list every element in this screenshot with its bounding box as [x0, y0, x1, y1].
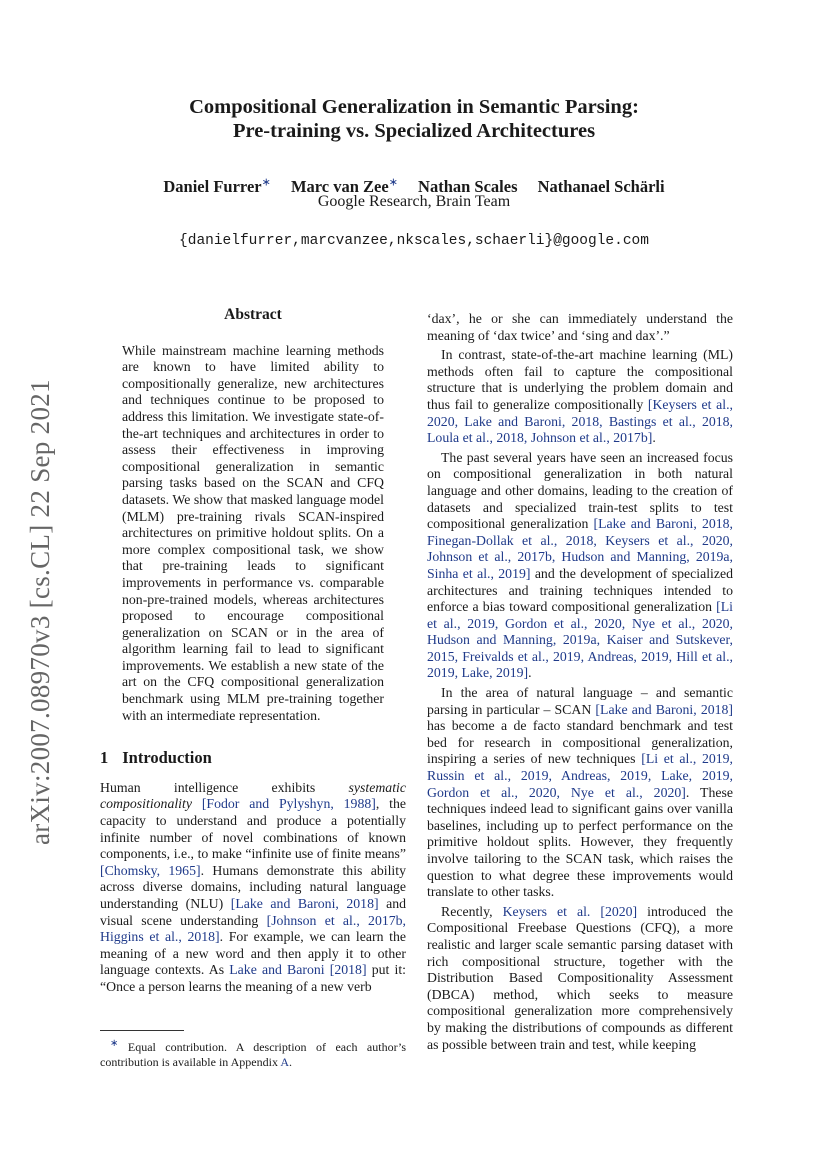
author-emails: {danielfurrer,marcvanzee,nkscales,schaerli}@google.com: [179, 233, 649, 249]
author: Daniel Furrer∗: [163, 176, 271, 196]
title-line-2: Pre-training vs. Specialized Architectures: [232, 120, 596, 142]
section-number: 1: [100, 748, 109, 768]
citation-link[interactable]: [2018]: [329, 962, 367, 978]
abstract-body: While mainstream machine learning methods are known to have limited ability to compositionally generalize, new architectures and techniques continue to be proposed to address this limitation. We investigate state-of-the-art techniques and architectures in order to assess their effectiveness in improving compositional generalization in semantic parsing tasks based on the SCAN and CFQ datasets. We show that masked language model (MLM) pre-training rivals SCAN-inspired architectures on primitive holdout splits. On a more complex compositional task, we show that pre-training leads to significant improvements in performance vs. comparable non-pre-trained models, whereas architectures proposed to encourage compositional generalization on SCAN or in the area of algorithm learning fail to lead to significant improvements. We establish a new state of the art on the CFQ compositional generalization benchmark using MLM pre-training together with an intermediate representation.: [122, 342, 384, 723]
citation-link[interactable]: [Fodor and Pylyshyn, 1988]: [201, 796, 376, 812]
citation-link[interactable]: [Chomsky, 1965]: [100, 862, 201, 878]
citation-link[interactable]: [2020]: [600, 903, 638, 919]
equal-contribution-mark[interactable]: ∗: [388, 176, 398, 188]
abstract-heading: Abstract: [224, 306, 282, 323]
section-heading-introduction: [100, 750, 406, 767]
citation-link[interactable]: [Keysers et al., 2020, Lake and Baroni, 2018, Bastings et al., 2018, Loula et al., 2018, Johnson et al., 2017b]: [427, 396, 733, 446]
arxiv-identifier: arXiv:2007.08970v3 [cs.CL] 22 Sep 2021: [25, 379, 55, 845]
body-paragraph: Recently, Keysers et al. [2020] introduced the Compositional Freebase Questions (CFQ), a more realistic and larger scale semantic parsing dataset with rich compositional structure, together with the Distribution Based Compositionality Assessment (DBCA) method, which seeks to measure compositional generalization more comprehensively by making the distributions of compounds as different as possible between train and test, while keeping: [427, 903, 733, 1052]
citation-link[interactable]: [Lake and Baroni, 2018]: [230, 896, 379, 911]
body-paragraph: In contrast, state-of-the-art machine learning (ML) methods often fail to capture the compositional structure that is underlying the problem domain and thus fail to generalize compositionally [Keysers et al., 2020, Lake and Baroni, 2018, Bastings et al., 2018, Loula et al., 2018, Johnson et al., 2017b].: [427, 347, 733, 446]
paper-title: [100, 95, 728, 143]
body-paragraph: The past several years have seen an increased focus on compositional generalization in both natural language and other domains, leading to the creation of datasets and specialized train-test splits to test compositional generalization [Lake and Baroni, 2018, Finegan-Dollak et al., 2018, Keysers et al., 2020, Johnson et al., 2017b, Hudson and Manning, 2019a, Sinha et al., 2019] and the development of specialized architectures and training techniques intended to enforce a bias toward compositional generalization [Li et al., 2019, Gordon et al., 2020, Nye et al., 2020, Hudson and Manning, 2019a, Kaiser and Sutskever, 2015, Freivalds et al., 2019, Andreas, 2019, Hill et al., 2019, Lake, 2019].: [427, 449, 734, 681]
right-column: [427, 311, 733, 1056]
title-line-1: Compositional Generalization in Semantic Parsing:: [189, 96, 639, 118]
affiliation: Google Research, Brain Team: [317, 193, 511, 210]
appendix-link[interactable]: A: [280, 1055, 289, 1069]
body-paragraph: ‘dax’, he or she can immediately understand the meaning of ‘dax twice’ and ‘sing and dax’.”: [427, 311, 733, 343]
equal-contribution-mark[interactable]: ∗: [261, 176, 271, 188]
citation-link[interactable]: Lake and Baroni: [229, 962, 325, 978]
author: Nathan Scales: [418, 176, 518, 196]
author: Marc van Zee∗: [290, 176, 398, 196]
author: Nathanael Schärli: [537, 176, 665, 196]
footnote-mark: ∗: [110, 1038, 119, 1049]
citation-link[interactable]: Keysers et al.: [502, 903, 591, 919]
body-paragraph: In the area of natural language – and semantic parsing in particular – SCAN [Lake and Baroni, 2018] has become a de facto standard benchmark and test bed for research in compositional generalization, inspiring a series of new techniques [Li et al., 2019, Russin et al., 2019, Andreas, 2019, Lake, 2019, Gordon et al., 2020, Nye et al., 2020]. These techniques indeed lead to significant gains over vanilla baselines, including up to perfect performance on the primitive holdout splits. However, they frequently involve tailoring to the SCAN task, which raises the question to what degree these improvements would translate to other tasks.: [427, 685, 734, 900]
left-column: [100, 307, 406, 996]
citation-link[interactable]: [Lake and Baroni, 2018]: [595, 701, 734, 717]
footnote-rule: [100, 1030, 184, 1031]
citation-link[interactable]: [Li et al., 2019, Gordon et al., 2020, Nye et al., 2020, Hudson and Manning, 2019a, Kaiser and Sutskever, 2015, Freivalds et al., 2019, Andreas, 2019, Hill et al., 2019, Lake, 2019]: [427, 599, 733, 681]
footnote: ∗ Equal contribution. A description of each author’s contribution is available in Appendix A.: [100, 1038, 407, 1069]
citation-link[interactable]: [Johnson et al., 2017b, Higgins et al., 2018]: [100, 912, 406, 945]
section-title: Introduction: [122, 748, 212, 768]
citation-link[interactable]: [Li et al., 2019, Russin et al., 2019, Andreas, 2019, Lake, 2019, Gordon et al., 2020, Nye et al., 2020]: [427, 751, 733, 800]
intro-paragraph: Human intelligence exhibits systematic compositionality [Fodor and Pylyshyn, 1988], the capacity to understand and produce a potentially infinite number of novel combinations of known components, i.e., to make “infinite use of finite means” [Chomsky, 1965]. Humans demonstrate this ability across diverse domains, including natural language understanding (NLU) [Lake and Baroni, 2018] and visual scene understanding [Johnson et al., 2017b, Higgins et al., 2018]. For example, we can learn the meaning of a new word and then apply it to other language contexts. As Lake and Baroni [2018] put it: “Once a person learns the meaning of a new verb: [100, 779, 407, 994]
citation-link[interactable]: [Lake and Baroni, 2018, Finegan-Dollak et al., 2018, Keysers et al., 2020, Johnson et al., 2017b, Hudson and Manning, 2019a, Sinha et al., 2019]: [427, 516, 733, 581]
